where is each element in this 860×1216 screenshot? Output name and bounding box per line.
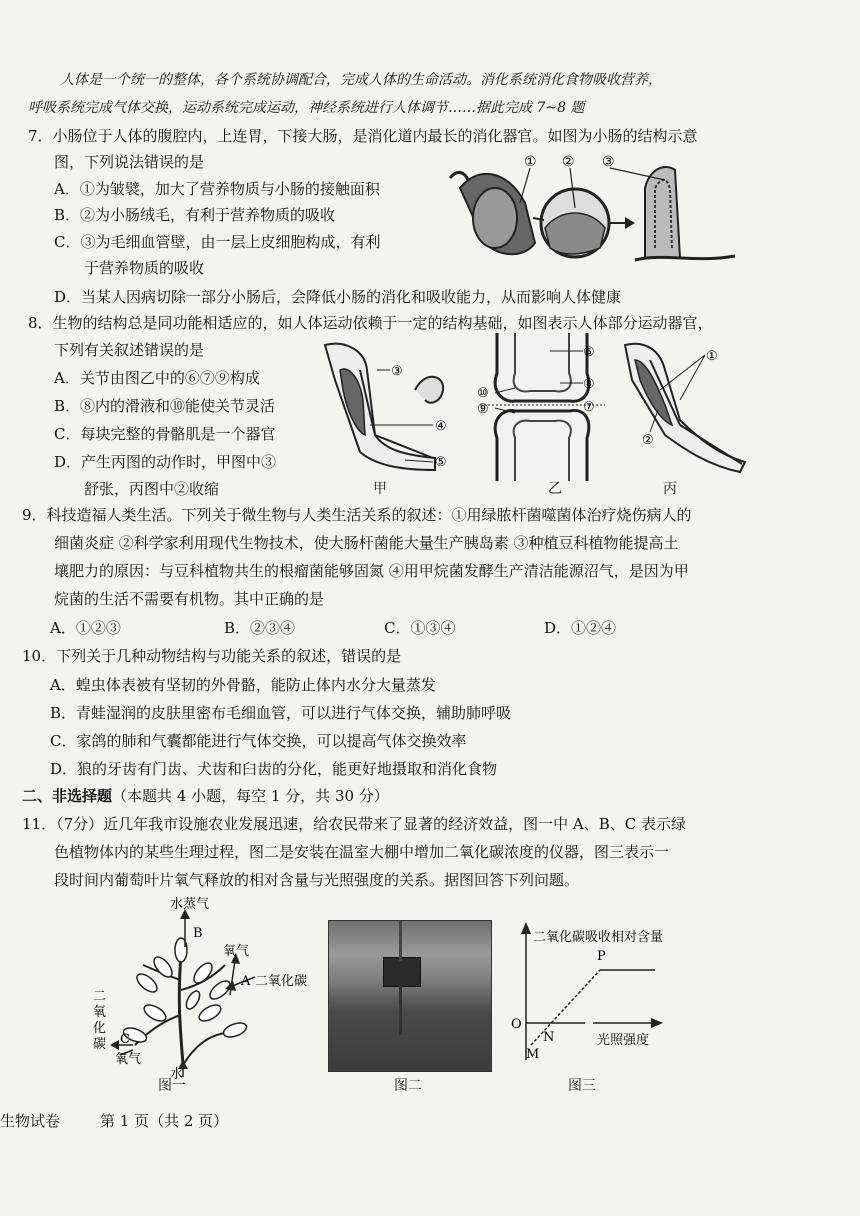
q10-option-c: C．家鸽的肺和气囊都能进行气体交换，可以提高气体交换效率 <box>50 732 467 750</box>
fig1-label-water-vapor: 水蒸气 <box>170 897 210 912</box>
fig1-label-co2-left-4: 碳 <box>93 1037 107 1052</box>
greenhouse-co2-device-photo <box>328 920 492 1072</box>
fig2-caption: 图二 <box>394 1078 422 1094</box>
q8-stem-2: 下列有关叙述错误的是 <box>54 341 205 359</box>
q8-option-d-1: D．产生丙图的动作时，甲图中③ <box>54 453 277 471</box>
intro-line-1: 人体是一个统一的整体，各个系统协调配合，完成人体的生命活动。消化系统消化食物吸收营养， <box>60 72 662 88</box>
q9-stem-3: 壤肥力的原因：与豆科植物共生的根瘤菌能够固氮 ④用甲烷菌发酵生产清洁能源沼气，是因为甲 <box>54 562 689 580</box>
intro-line-2: 呼吸系统完成气体交换，运动系统完成运动，神经系统进行人体调节……据此完成 7~8 题 <box>28 100 585 116</box>
fig3-caption: 图三 <box>568 1078 596 1094</box>
q9-option-d: D．①②④ <box>544 619 617 637</box>
fig1-caption: 图一 <box>158 1078 186 1094</box>
chart-x-label: 光照强度 <box>597 1033 650 1048</box>
chart-x-axis-arrow <box>651 1018 663 1028</box>
q8-fig-caption-jia: 甲 <box>373 481 387 497</box>
q9-stem-1: 9．科技造福人类生活。下列关于微生物与人类生活关系的叙述：①用绿脓杆菌噬菌体治疗烧伤病人的 <box>22 506 692 524</box>
joint-figure-yi <box>475 333 610 481</box>
section-2-note: （本题共 4 小题，每空 1 分，共 30 分） <box>112 787 389 805</box>
chart-y-axis-arrow <box>521 922 531 934</box>
q8-bing-label-1: ① <box>706 349 718 364</box>
small-intestine-figure <box>440 148 740 273</box>
q7-label-2: ② <box>562 154 575 170</box>
chart-point-n: N <box>543 1030 555 1045</box>
q10-option-d: D．狼的牙齿有门齿、犬齿和臼齿的分化，能更好地摄取和消化食物 <box>50 760 498 778</box>
q8-yi-label-6: ⑥ <box>583 345 595 360</box>
q8-jia-label-4: ④ <box>435 419 447 434</box>
footer-page-number: 第 1 页（共 2 页） <box>100 1112 229 1130</box>
q7-option-d: D．当某人因病切除一部分小肠后，会降低小肠的消化和吸收能力，从而影响人体健康 <box>54 288 622 306</box>
q7-option-a: A．①为皱襞，加大了营养物质与小肠的接触面积 <box>54 180 380 198</box>
q8-stem-1: 8．生物的结构总是同功能相适应的，如人体运动依赖于一定的结构基础，如图表示人体部分运动器官， <box>28 314 713 332</box>
q7-stem-2: 图，下列说法错误的是 <box>54 153 205 171</box>
fig1-label-water: 水 <box>170 1067 184 1080</box>
q8-fig-caption-yi: 乙 <box>548 481 562 497</box>
q8-option-d-2: 舒张，丙图中②收缩 <box>84 480 220 498</box>
q8-option-b: B．⑧内的滑液和⑩能使关节灵活 <box>54 397 276 415</box>
chart-point-p: P <box>597 949 606 964</box>
q9-stem-4: 烷菌的生活不需要有机物。其中正确的是 <box>54 590 325 608</box>
section-2-title: 二、非选择题 <box>22 787 113 805</box>
fig1-label-co2-left-1: 二 <box>93 989 107 1004</box>
q8-yi-label-7: ⑦ <box>583 400 595 415</box>
q9-option-a: A．①②③ <box>50 619 121 637</box>
device-stand <box>399 985 402 1035</box>
fig1-label-co2-left-3: 化 <box>93 1021 107 1036</box>
q11-stem-2: 色植物体内的某些生理过程，图二是安装在温室大棚中增加二氧化碳浓度的仪器，图三表示一 <box>54 843 670 861</box>
plant-figure-1 <box>85 895 325 1080</box>
q7-stem-1: 7．小肠位于人体的腹腔内，上连胃，下接大肠，是消化道内最长的消化器官。如图为小肠的结构示意 <box>28 127 698 145</box>
q8-jia-label-3: ③ <box>391 364 403 379</box>
q7-label-3: ③ <box>602 154 615 170</box>
q10-option-a: A．蝗虫体表被有坚韧的外骨骼，能防止体内水分大量蒸发 <box>50 676 436 694</box>
q9-option-b: B．②③④ <box>224 619 296 637</box>
chart-curve <box>531 970 600 1045</box>
q7-option-c-1: C．③为毛细血管壁，由一层上皮细胞构成，有利 <box>54 233 381 251</box>
fig1-label-co2-left-2: 氧 <box>93 1005 107 1020</box>
q8-yi-label-9: ⑨ <box>477 402 489 417</box>
chart-y-label: 二氧化碳吸收相对含量 <box>533 930 664 945</box>
section-2-header <box>22 786 389 806</box>
q8-yi-label-8: ⑧ <box>583 377 595 392</box>
arm-figure-jia <box>315 340 465 475</box>
q9-option-c: C．①③④ <box>384 619 456 637</box>
q9-stem-2: 细菌炎症 ②科学家利用现代生物技术，使大肠杆菌能大量生产胰岛素 ③种植豆科植物能提高土 <box>54 534 679 552</box>
arm-figure-bing <box>620 340 755 475</box>
device-pole <box>399 921 402 961</box>
co2-device <box>383 957 421 987</box>
q8-fig-caption-bing: 丙 <box>663 481 677 497</box>
q10-stem: 10．下列关于几种动物结构与功能关系的叙述，错误的是 <box>22 647 402 665</box>
fig1-label-a: A <box>241 974 251 989</box>
q8-option-c: C．每块完整的骨骼肌是一个器官 <box>54 425 276 443</box>
co2-light-chart <box>505 920 705 1070</box>
q7-option-c-2: 于营养物质的吸收 <box>84 259 205 277</box>
chart-point-o: O <box>511 1017 522 1032</box>
fig1-label-b: B <box>193 926 203 941</box>
fig1-label-oxygen-bottom: 氧气 <box>115 1052 142 1067</box>
q7-option-b: B．②为小肠绒毛，有利于营养物质的吸收 <box>54 206 336 224</box>
q8-bing-label-2: ② <box>642 433 654 448</box>
q11-stem-3: 段时间内葡萄叶片氧气释放的相对含量与光照强度的关系。据图回答下列问题。 <box>54 871 580 889</box>
q7-label-1: ① <box>524 154 537 170</box>
footer-subject: 生物试卷 <box>0 1112 61 1130</box>
fig1-label-c: C <box>120 1032 130 1047</box>
q11-stem-1: 11．（7分）近几年我市设施农业发展迅速，给农民带来了显著的经济效益，图一中 A、B、C 表示绿 <box>22 815 687 833</box>
chart-point-m: M <box>526 1047 540 1062</box>
q8-jia-label-5: ⑤ <box>435 455 447 470</box>
fig1-label-oxygen-top: 氧气 <box>223 944 250 959</box>
q10-option-b: B．青蛙湿润的皮肤里密布毛细血管，可以进行气体交换，辅助肺呼吸 <box>50 704 512 722</box>
fig1-label-co2-right: 二氧化碳 <box>255 974 308 989</box>
q8-yi-label-10: ⑩ <box>477 386 489 401</box>
q8-option-a: A．关节由图乙中的⑥⑦⑨构成 <box>54 369 260 387</box>
